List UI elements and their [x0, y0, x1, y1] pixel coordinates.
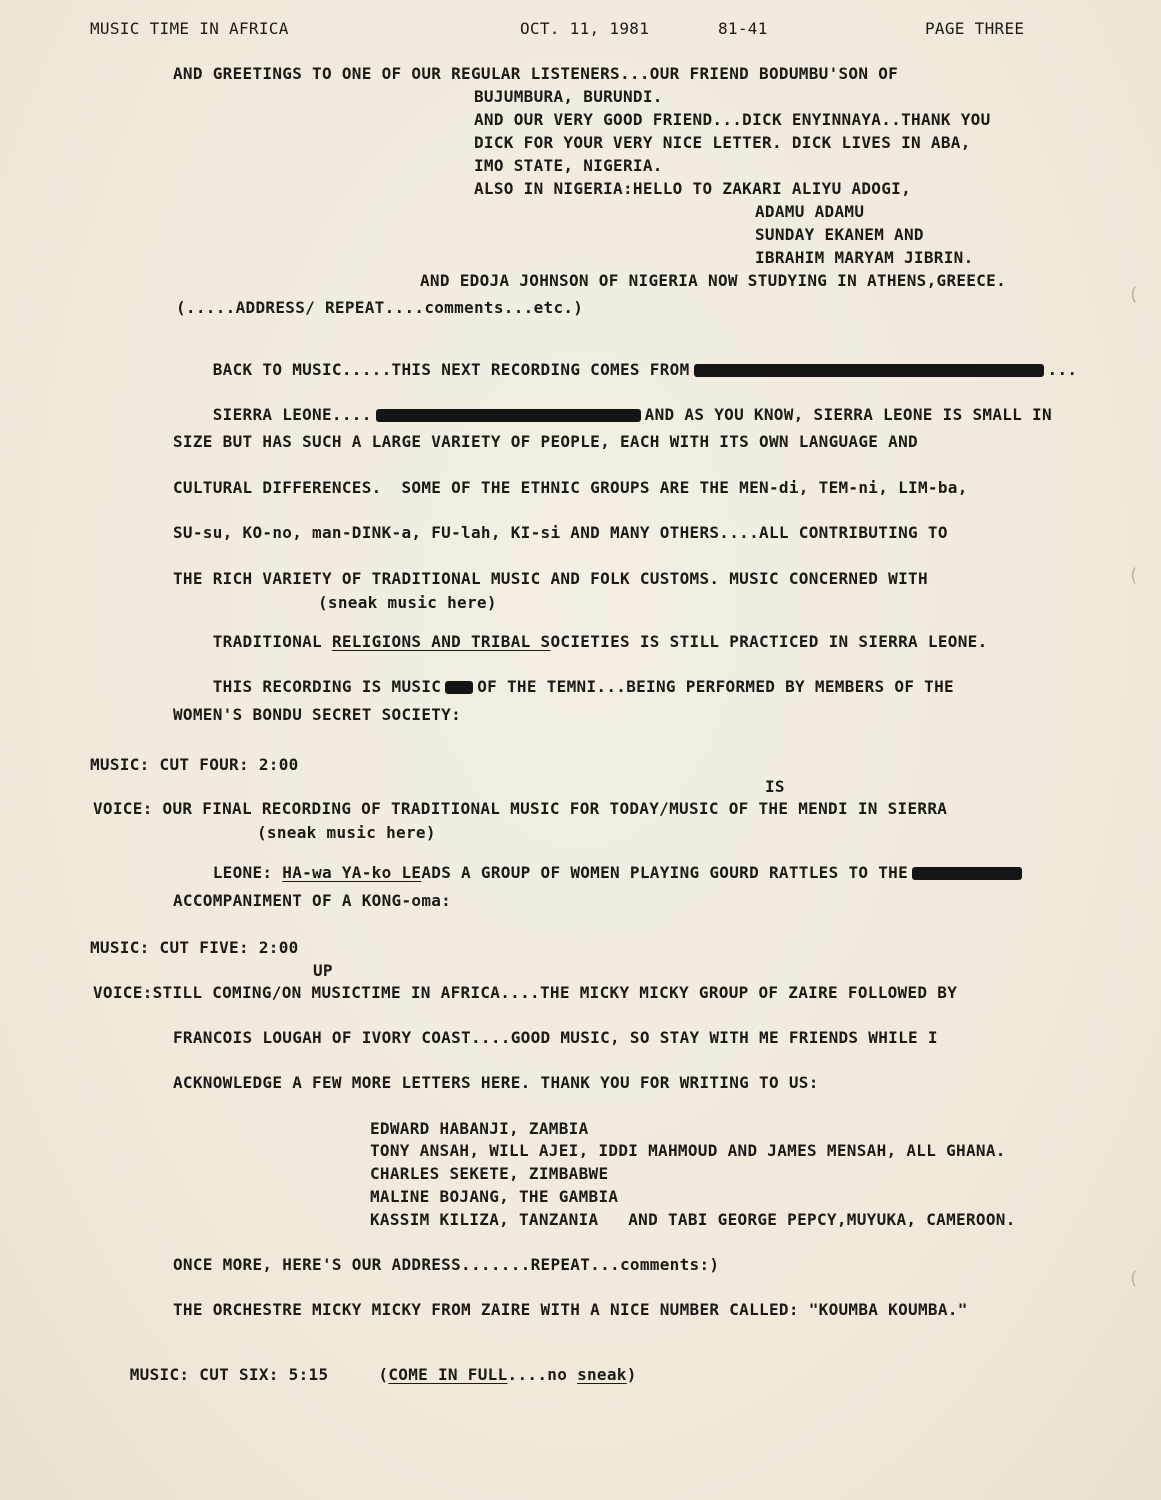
- handwritten-insert: IS: [765, 777, 785, 796]
- redaction-bar: [376, 409, 641, 422]
- script-line: AND GREETINGS TO ONE OF OUR REGULAR LISTENERS...OUR FRIEND BODUMBU'SON OF: [173, 64, 899, 83]
- handwritten-insert: UP: [313, 961, 333, 980]
- script-line: (.....ADDRESS/ REPEAT....comments...etc.): [176, 298, 584, 317]
- redaction-bar: [912, 867, 1022, 880]
- script-line: SIZE BUT HAS SUCH A LARGE VARIETY OF PEOPLE, EACH WITH ITS OWN LANGUAGE AND: [173, 432, 918, 451]
- script-text: SIERRA LEONE....: [212, 405, 372, 424]
- listener-name-line: MALINE BOJANG, THE GAMBIA: [370, 1187, 619, 1206]
- listener-name-line: KASSIM KILIZA, TANZANIA AND TABI GEORGE PEPCY,MUYUKA, CAMEROON.: [370, 1210, 1016, 1229]
- handwritten-cue: (sneak music here): [318, 593, 497, 612]
- script-text: ADS A GROUP OF WOMEN PLAYING GOURD RATTLES TO THE: [421, 863, 909, 882]
- header-date: OCT. 11, 1981: [520, 19, 650, 38]
- script-text: ....no: [507, 1365, 578, 1384]
- script-line: ADAMU ADAMU: [755, 202, 865, 221]
- header-program-title: MUSIC TIME IN AFRICA: [90, 19, 289, 38]
- header-code: 81-41: [718, 19, 768, 38]
- script-text: THIS RECORDING IS MUSIC: [212, 677, 442, 696]
- script-line: ALSO IN NIGERIA:HELLO TO ZAKARI ALIYU ADOGI,: [474, 179, 912, 198]
- music-cue: MUSIC: CUT FIVE: 2:00: [90, 938, 299, 957]
- script-text: OCIETIES IS STILL PRACTICED IN SIERRA LEONE.: [550, 632, 988, 651]
- script-text: ...: [1047, 360, 1078, 379]
- underlined-text: COME IN FULL: [388, 1365, 508, 1384]
- redaction-bar: [445, 681, 473, 694]
- margin-mark: (: [1128, 1268, 1139, 1289]
- redaction-bar: [694, 364, 1044, 377]
- script-line: THE RICH VARIETY OF TRADITIONAL MUSIC AND FOLK CUSTOMS. MUSIC CONCERNED WITH: [173, 569, 928, 588]
- voice-line: VOICE: OUR FINAL RECORDING OF TRADITIONAL MUSIC FOR TODAY/MUSIC OF THE MENDI IN SIERRA: [93, 799, 948, 818]
- script-text: ): [626, 1365, 637, 1384]
- script-line: SU-su, KO-no, man-DINK-a, FU-lah, KI-si AND MANY OTHERS....ALL CONTRIBUTING TO: [173, 523, 948, 542]
- listener-name-line: EDWARD HABANJI, ZAMBIA: [370, 1119, 589, 1138]
- script-line: SUNDAY EKANEM AND: [755, 225, 924, 244]
- script-line: CULTURAL DIFFERENCES. SOME OF THE ETHNIC GROUPS ARE THE MEN-di, TEM-ni, LIM-ba,: [173, 478, 968, 497]
- music-cue: MUSIC: CUT FOUR: 2:00: [90, 755, 299, 774]
- script-line: ACKNOWLEDGE A FEW MORE LETTERS HERE. THANK YOU FOR WRITING TO US:: [173, 1073, 819, 1092]
- script-line: DICK FOR YOUR VERY NICE LETTER. DICK LIVES IN ABA,: [474, 133, 971, 152]
- script-text: BACK TO MUSIC.....THIS NEXT RECORDING COMES FROM: [212, 360, 690, 379]
- script-line: BUJUMBURA, BURUNDI.: [474, 87, 663, 106]
- script-text: AND AS YOU KNOW, SIERRA LEONE IS SMALL IN: [644, 405, 1052, 424]
- listener-name-line: TONY ANSAH, WILL AJEI, IDDI MAHMOUD AND JAMES MENSAH, ALL GHANA.: [370, 1141, 1006, 1160]
- margin-mark: (: [1128, 284, 1139, 305]
- script-text: LEONE:: [212, 863, 283, 882]
- underlined-text: HA-wa YA-ko LE: [282, 863, 422, 882]
- margin-mark: (: [1128, 565, 1139, 586]
- voice-line: VOICE:STILL COMING/ON MUSICTIME IN AFRICA....THE MICKY MICKY GROUP OF ZAIRE FOLLOWED BY: [93, 983, 958, 1002]
- underlined-text: sneak: [577, 1365, 627, 1384]
- script-line: IBRAHIM MARYAM JIBRIN.: [755, 248, 974, 267]
- handwritten-cue: (sneak music here): [257, 823, 436, 842]
- script-line: THE ORCHESTRE MICKY MICKY FROM ZAIRE WITH A NICE NUMBER CALLED: "KOUMBA KOUMBA.": [173, 1300, 968, 1319]
- script-line: AND EDOJA JOHNSON OF NIGERIA NOW STUDYING IN ATHENS,GREECE.: [420, 271, 1007, 290]
- script-line: AND OUR VERY GOOD FRIEND...DICK ENYINNAYA..THANK YOU: [474, 110, 991, 129]
- script-line: ONCE MORE, HERE'S OUR ADDRESS.......REPEAT...comments:): [173, 1255, 720, 1274]
- underlined-text: RELIGIONS AND TRIBAL S: [331, 632, 551, 651]
- listener-name-line: CHARLES SEKETE, ZIMBABWE: [370, 1164, 609, 1183]
- script-line: FRANCOIS LOUGAH OF IVORY COAST....GOOD MUSIC, SO STAY WITH ME FRIENDS WHILE I: [173, 1028, 938, 1047]
- script-text: OF THE TEMNI...BEING PERFORMED BY MEMBERS OF THE: [477, 677, 954, 696]
- header-page-number: PAGE THREE: [925, 19, 1025, 38]
- script-text: TRADITIONAL: [212, 632, 332, 651]
- script-line: WOMEN'S BONDU SECRET SOCIETY:: [173, 705, 462, 724]
- script-line: IMO STATE, NIGERIA.: [474, 156, 663, 175]
- music-cue: MUSIC: CUT SIX: 5:15 (COME IN FULL....no sneak): [129, 1365, 637, 1384]
- script-text: MUSIC: CUT SIX: 5:15: [129, 1365, 329, 1384]
- script-line: ACCOMPANIMENT OF A KONG-oma:: [173, 891, 452, 910]
